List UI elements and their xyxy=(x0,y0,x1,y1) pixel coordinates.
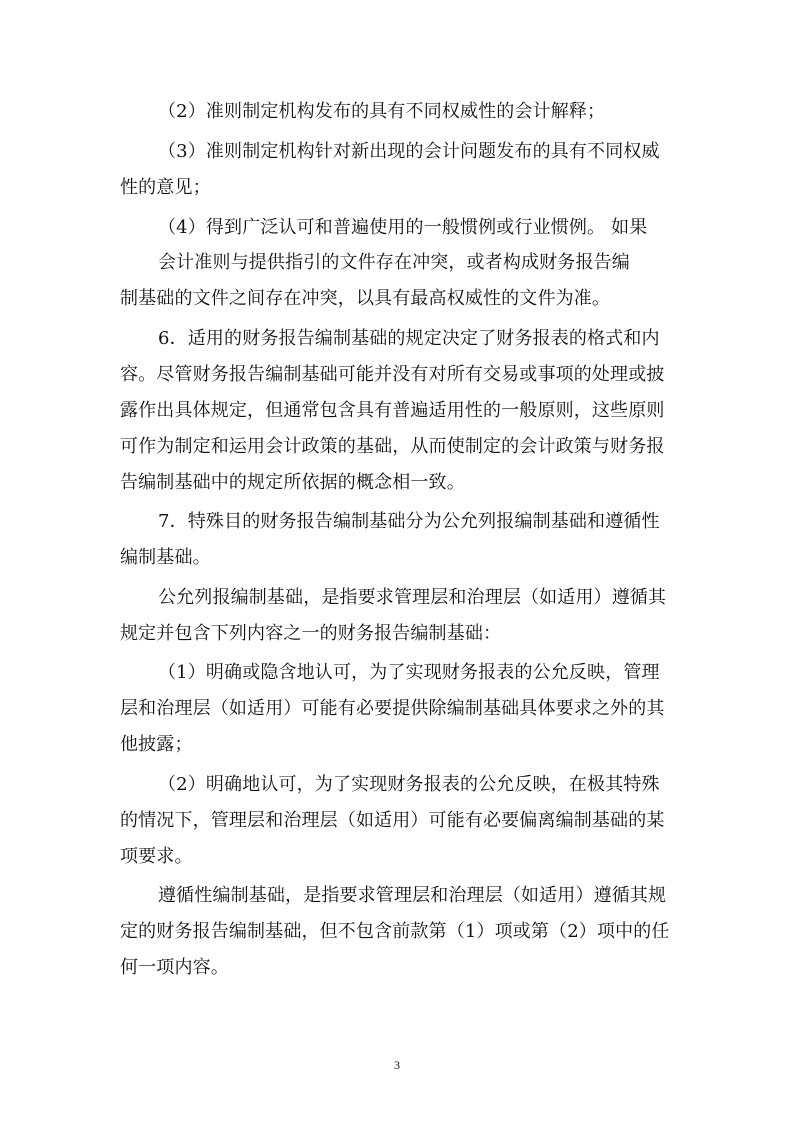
text-line: 告编制基础中的规定所依据的概念相一致。 xyxy=(120,472,465,493)
text-line: 容。尽管财务报告编制基础可能并没有对所有交易或事项的处理或披 xyxy=(120,364,665,385)
text-line: 遵循性编制基础，是指要求管理层和治理层（如适用）遵循其规 xyxy=(158,885,667,906)
text-line: 编制基础。 xyxy=(120,547,211,568)
text-line: （4）得到广泛认可和普遍使用的一般惯例或行业惯例。 如果 xyxy=(158,217,648,238)
text-line: （2）明确地认可，为了实现财务报表的公允反映，在极其特殊 xyxy=(158,774,660,795)
text-line: 6．适用的财务报告编制基础的规定决定了财务报表的格式和内 xyxy=(158,328,660,349)
text-line: 何一项内容。 xyxy=(120,957,229,978)
text-line: 公允列报编制基础，是指要求管理层和治理层（如适用）遵循其 xyxy=(158,587,667,608)
text-line: 层和治理层（如适用）可能有必要提供除编制基础具体要求之外的其 xyxy=(120,698,665,719)
text-line: 的情况下，管理层和治理层（如适用）可能有必要偏离编制基础的某 xyxy=(120,810,665,831)
text-line: （3）准则制定机构针对新出现的会计问题发布的具有不同权威 xyxy=(158,141,660,162)
text-line: 可作为制定和运用会计政策的基础，从而使制定的会计政策与财务报 xyxy=(120,436,665,457)
text-line: 性的意见； xyxy=(120,177,211,198)
text-line: 会计准则与提供指引的文件存在冲突，或者构成财务报告编 xyxy=(158,252,630,273)
page-number: 3 xyxy=(394,1058,400,1072)
text-line: 制基础的文件之间存在冲突，以具有最高权威性的文件为准。 xyxy=(120,288,611,309)
text-line: （2）准则制定机构发布的具有不同权威性的会计解释； xyxy=(158,101,606,122)
text-line: 定的财务报告编制基础，但不包含前款第（1）项或第（2）项中的任 xyxy=(120,921,670,942)
text-line: 规定并包含下列内容之一的财务报告编制基础： xyxy=(120,623,502,644)
text-line: （1）明确或隐含地认可，为了实现财务报表的公允反映，管理 xyxy=(158,662,660,683)
text-line: 项要求。 xyxy=(120,846,193,867)
text-line: 7．特殊目的财务报告编制基础分为公允列报编制基础和遵循性 xyxy=(158,511,660,532)
text-line: 他披露； xyxy=(120,734,193,755)
text-line: 露作出具体规定，但通常包含具有普遍适用性的一般原则，这些原则 xyxy=(120,400,665,421)
